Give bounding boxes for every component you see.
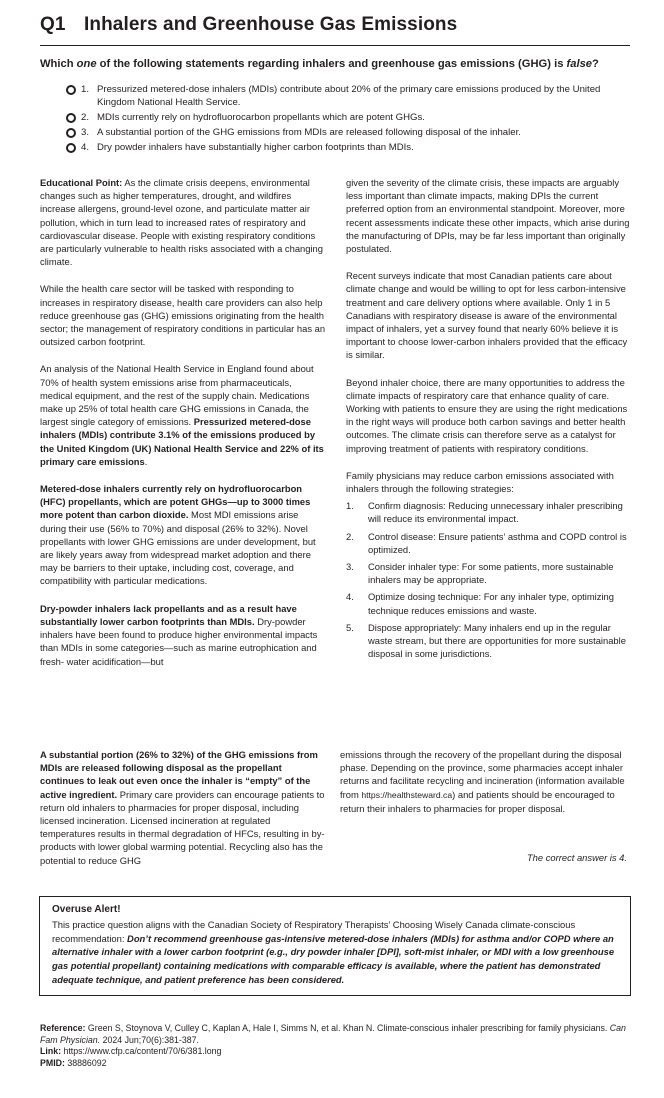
- overuse-alert-box: [39, 896, 631, 996]
- left-column: [40, 176, 326, 682]
- strategies-intro: Family physicians may reduce carbon emissions associated with inhalers through the following strategies:: [346, 469, 614, 495]
- answer-option-2[interactable]: 2. MDIs currently rely on hydrofluorocarbon propellants which are potent GHGs.: [66, 111, 626, 124]
- alert-body: This practice question aligns with the Canadian Society of Respiratory Therapists’ Choosing Wisely Canada climate-conscious recommendation: Don’t recommend greenhouse gas-intensive metered-dose inhalers (MDIs) for asthma and/or COPD where an alternative inhaler with a lower carbon footprint (e.g., dry powder inhaler [DPI], soft-mist inhaler, or MDI with a low greenhouse gas potential propellant) containing medications with comparable efficacy is available, where the patient has demonstrated adequate technique, and patient preference has been considered.: [52, 918, 615, 985]
- correct-answer: The correct answer is 4.: [526, 852, 627, 863]
- reference-block: [40, 1023, 640, 1069]
- header-divider: [40, 45, 630, 46]
- question-number: Q1: [40, 14, 66, 35]
- reference-pmid: PMID: 38886092: [40, 1057, 107, 1068]
- list-item: 1. Confirm diagnosis: Reducing unnecessary inhaler prescribing will reduce its environmental impact.: [346, 500, 623, 525]
- list-item: 3. Consider inhaler type: For some patients, more sustainable inhalers may be appropriate.: [346, 561, 614, 586]
- question-header: [40, 14, 630, 36]
- paragraph: given the severity of the climate crisis, these impacts are arguably less important than climate impacts, making DPIs the current preferred option from an environmental standpoint. Moreover, more recent assessments indicate these other impacts, which arise during the manufacturing of DPIs, may be far less important than originally postulated.: [346, 177, 630, 255]
- paragraph: An analysis of the National Health Service in England found about 70% of health system emissions arise from pharmaceuticals, medical equipment, and the rest of the supply chain. Medications make up 25% of total health care GHG emissions in Canada, the largest single category of emissions. Pressurized metered-dose inhalers (MDIs) contribute 3.1% of the emissions produced by the United Kingdom (UK) National Health Service and 22% of its primary care emissions.: [40, 363, 324, 467]
- answer-options: [66, 83, 626, 156]
- radio-button-icon[interactable]: [66, 128, 76, 138]
- option-text: MDIs currently rely on hydrofluorocarbon propellants which are potent GHGs.: [97, 112, 425, 123]
- paragraph: Recent surveys indicate that most Canadian patients care about climate change and would be willing to opt for less carbon-intensive treatment and care delivery options where available. Only 1 in 5 Canadians with respiratory disease is aware of the environmental impact of inhalers, yet a survey found that nearly 60% believe it is important to choose lower-carbon inhalers provided that the efficacy is similar.: [346, 270, 628, 361]
- disposal-paragraph: A substantial portion (26% to 32%) of the GHG emissions from MDIs are released following disposal as the propellant continues to leak out even once the inhaler is “empty” of the active ingredient. Primary care providers can encourage patients to return old inhalers to pharmacies for proper disposal, including licensed incineration. Licensed incineration at regulated temperatures results in thermal degradation of HFCs, resulting in by-products with lower global warming potential. Recycling also has the potential to reduce GHG: [40, 749, 325, 866]
- radio-button-icon[interactable]: [66, 113, 76, 123]
- answer-option-4[interactable]: 4. Dry powder inhalers have substantially higher carbon footprints than MDIs.: [66, 141, 626, 154]
- option-text: Dry powder inhalers have substantially higher carbon footprints than MDIs.: [97, 142, 414, 153]
- option-text: Pressurized metered-dose inhalers (MDIs) contribute about 20% of the primary care emissions produced by the United Kingdom National Health Service.: [97, 84, 601, 108]
- list-item: 5. Dispose appropriately: Many inhalers end up in the regular waste stream, but there are opportunities for more sustainable disposal in some jurisdictions.: [346, 621, 626, 660]
- answer-option-3[interactable]: 3. A substantial portion of the GHG emissions from MDIs are released following disposal of the inhaler.: [66, 126, 626, 139]
- disposal-paragraph-continued: emissions through the recovery of the propellant during the disposal phase. Depending on the province, some pharmacies accept inhaler returns and facilitate recycling and incineration (information available from https://healthsteward.ca) and patients should be encouraged to return their inhalers to pharmacies for proper disposal.: [340, 749, 625, 814]
- strategy-list: [346, 499, 632, 660]
- question-stem: Which one of the following statements regarding inhalers and greenhouse gas emissions (GHG) is false?: [40, 58, 599, 70]
- list-item: 4. Optimize dosing technique: For any inhaler type, optimizing technique reduces emissions and waste.: [346, 591, 614, 616]
- question-title: Inhalers and Greenhouse Gas Emissions: [84, 14, 458, 35]
- list-item: 2. Control disease: Ensure patients’ asthma and COPD control is optimized.: [346, 530, 627, 555]
- reference-link: Link: https://www.cfp.ca/content/70/6/381.long: [40, 1046, 222, 1057]
- article-link[interactable]: https://www.cfp.ca/content/70/6/381.long: [61, 1046, 222, 1057]
- paragraph: Dry-powder inhalers lack propellants and as a result have substantially lower carbon footprints than MDIs. Dry-powder inhalers have been found to produce higher environmental impacts than MDIs in some categories—such as marine eutrophication and fresh- water acidification—but: [40, 602, 318, 667]
- educational-point: Educational Point: As the climate crisis deepens, environmental changes such as higher temperatures, drought, and wildfires increase allergens, ground-level ozone, and particulate matter air pollution, which in turn lead to increased rates of respiratory and cardiovascular disease. People with existing respiratory conditions are particularly vulnerable to health risks associated with a changing climate.: [40, 177, 323, 268]
- radio-button-icon[interactable]: [66, 85, 76, 95]
- alert-title: Overuse Alert!: [52, 904, 121, 915]
- reference-citation: Reference: Green S, Stoynova V, Culley C, Kaplan A, Hale I, Simms N, et al. Khan N. Climate-conscious inhaler prescribing for family physicians. Can Fam Physician. 2024 Jun;70(6):381-387.: [40, 1023, 626, 1045]
- answer-option-1[interactable]: 1. Pressurized metered-dose inhalers (MDIs) contribute about 20% of the primary care emissions produced by the United Kingdom National Health Service.: [66, 83, 626, 109]
- paragraph: Metered-dose inhalers currently rely on hydrofluorocarbon (HFC) propellants, which are potent GHGs—up to 3000 times more potent than carbon dioxide. Most MDI emissions arise during their use (56% to 70%) and disposal (26% to 32%). Novel propellants with lower GHG emissions are under development, but are likely years away from widespread market adoption and there may be barriers to their uptake, including cost, coverage, and compatibility with particular medications.: [40, 483, 316, 587]
- paragraph: While the health care sector will be tasked with responding to increases in respiratory disease, health care providers can also help reduce greenhouse gas (GHG) emissions originating from the health sector; the management of respiratory conditions in particular has an outsized carbon footprint.: [40, 283, 326, 348]
- option-text: A substantial portion of the GHG emissions from MDIs are released following disposal of the inhaler.: [97, 127, 521, 138]
- paragraph: Beyond inhaler choice, there are many opportunities to address the climate impacts of respiratory care that enhance quality of care. Working with patients to ensure they are using the right medications in the right ways will produce both carbon savings and better health outcomes. The climate crisis can therefore serve as a catalyst for improving treatment of patients with respiratory conditions.: [346, 376, 628, 454]
- right-column: [346, 176, 632, 665]
- alert-recommendation: Don’t recommend greenhouse gas-intensive metered-dose inhalers (MDIs) for asthma and/or COPD where an alternative inhaler with a lower carbon footprint (e.g., dry powder inhaler [DPI], soft-mist inhaler, or MDI with a low greenhouse gas potential propellant) containing medications with comparable efficacy is available, where the patient has demonstrated adequate technique, and patient preference has been considered.: [52, 932, 615, 985]
- healthsteward-link[interactable]: https://healthsteward.ca: [361, 789, 453, 800]
- radio-button-icon[interactable]: [66, 143, 76, 153]
